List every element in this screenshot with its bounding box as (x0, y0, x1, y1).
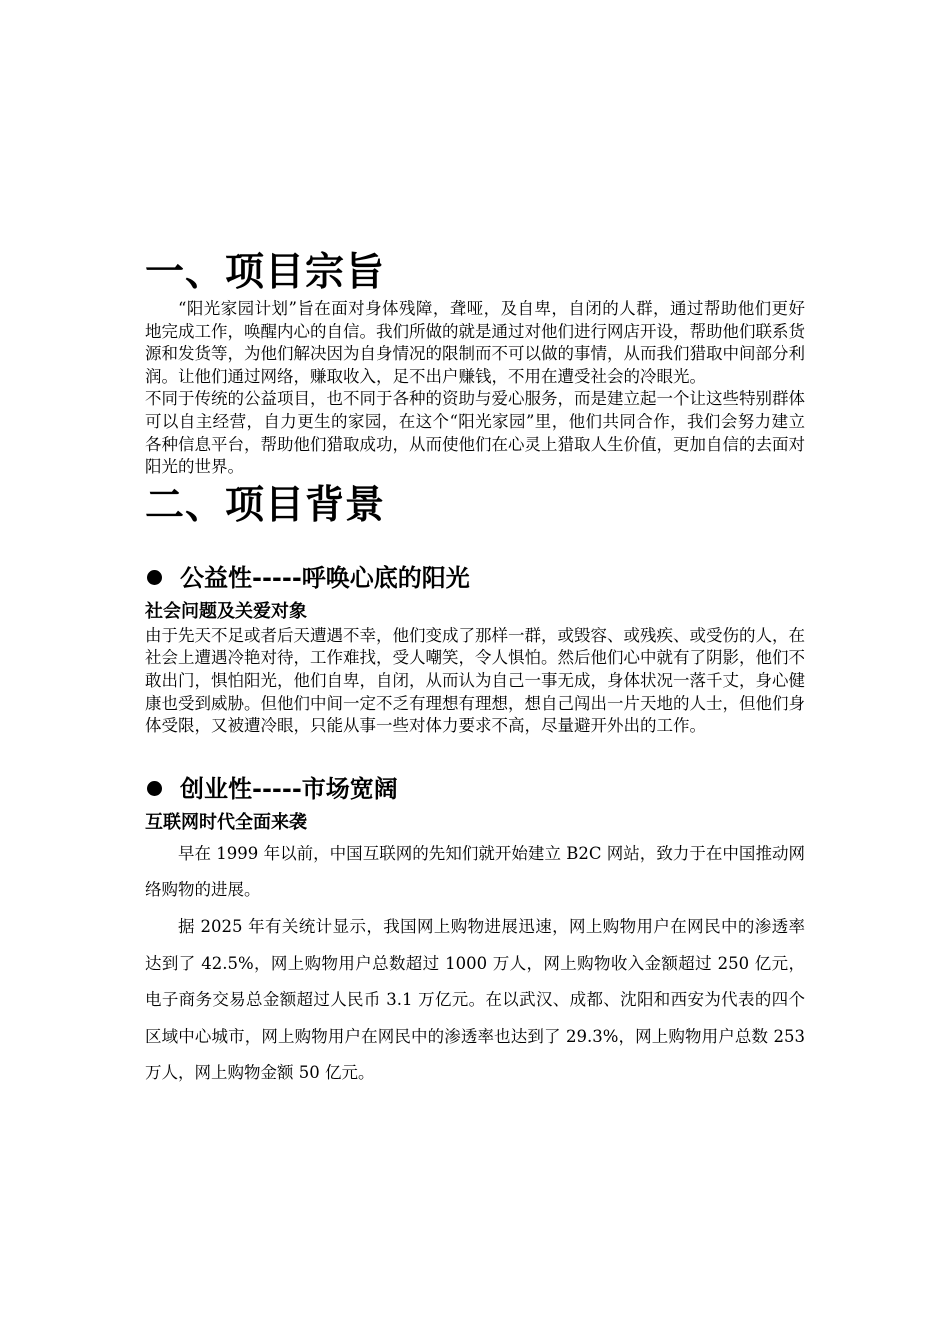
bullet-heading-public-welfare (145, 561, 805, 595)
section-title-background: 二、项目背景 (145, 481, 386, 528)
section-title-purpose: 一、项目宗旨 (145, 249, 386, 295)
bullet-heading-text: 创业性-----市场宽阔 (180, 774, 398, 803)
internet-paragraph-2: 据 2025 年有关统计显示，我国网上购物进展迅速，网上购物用户在网民中的渗透率达到了 42.5%，网上购物用户总数超过 1000 万人，网上购物收入金额超过 250 亿元，电子商务交易总金额超过人民币 3.1 万亿元。在以武汉、成都、沈阳和西安为代表的四个区域中心城市，网上购物用户在网民中的渗透率也达到了 29.3%，网上购物用户总数 253 万人，网上购物金额 50 亿元。 (145, 916, 805, 1083)
bullet-dot-icon (147, 781, 162, 796)
subheading-social-issues: 社会问题及关爱对象 (145, 600, 307, 622)
internet-paragraph-1: 早在 1999 年以前，中国互联网的先知们就开始建立 B2C 网站，致力于在中国推动网络购物的进展。 (145, 843, 805, 900)
purpose-paragraph-1: “阳光家园计划”旨在面对身体残障，聋哑，及自卑，自闭的人群，通过帮助他们更好地完成工作，唤醒内心的自信。我们所做的就是通过对他们进行网店开设，帮助他们联系货源和发货等，为他们解决因为自身情况的限制而不可以做的事情，从而我们猎取中间部分利润。让他们通过网络，赚取收入，足不出户赚钱，不用在遭受社会的冷眼光。 (145, 299, 805, 386)
purpose-paragraph-2: 不同于传统的公益项目，也不同于各种的资助与爱心服务，而是建立起一个让这些特别群体可以自主经营，自力更生的家园，在这个“阳光家园”里，他们共同合作，我们会努力建立各种信息平台，帮助他们猎取成功，从而使他们在心灵上猎取人生价值，更加自信的去面对阳光的世界。 (145, 389, 805, 477)
bullet-heading-text: 公益性-----呼唤心底的阳光 (180, 563, 470, 592)
bullet-dot-icon (147, 570, 162, 585)
bullet-heading-entrepreneurship (145, 772, 805, 806)
subheading-internet-era: 互联网时代全面来袭 (145, 811, 307, 833)
social-issues-paragraph: 由于先天不足或者后天遭遇不幸，他们变成了那样一群，或毁容、或残疾、或受伤的人，在社会上遭遇冷艳对待，工作难找，受人嘲笑，令人惧怕。然后他们心中就有了阴影，他们不敢出门，惧怕阳光，他们自卑，自闭，从而认为自己一事无成，身体状况一落千丈，身心健康也受到威胁。但他们中间一定不乏有理想有理想，想自己闯出一片天地的人士，但他们身体受限，又被遭冷眼，只能从事一些对体力要求不高，尽量避开外出的工作。 (145, 625, 805, 736)
document-content (145, 246, 805, 1092)
